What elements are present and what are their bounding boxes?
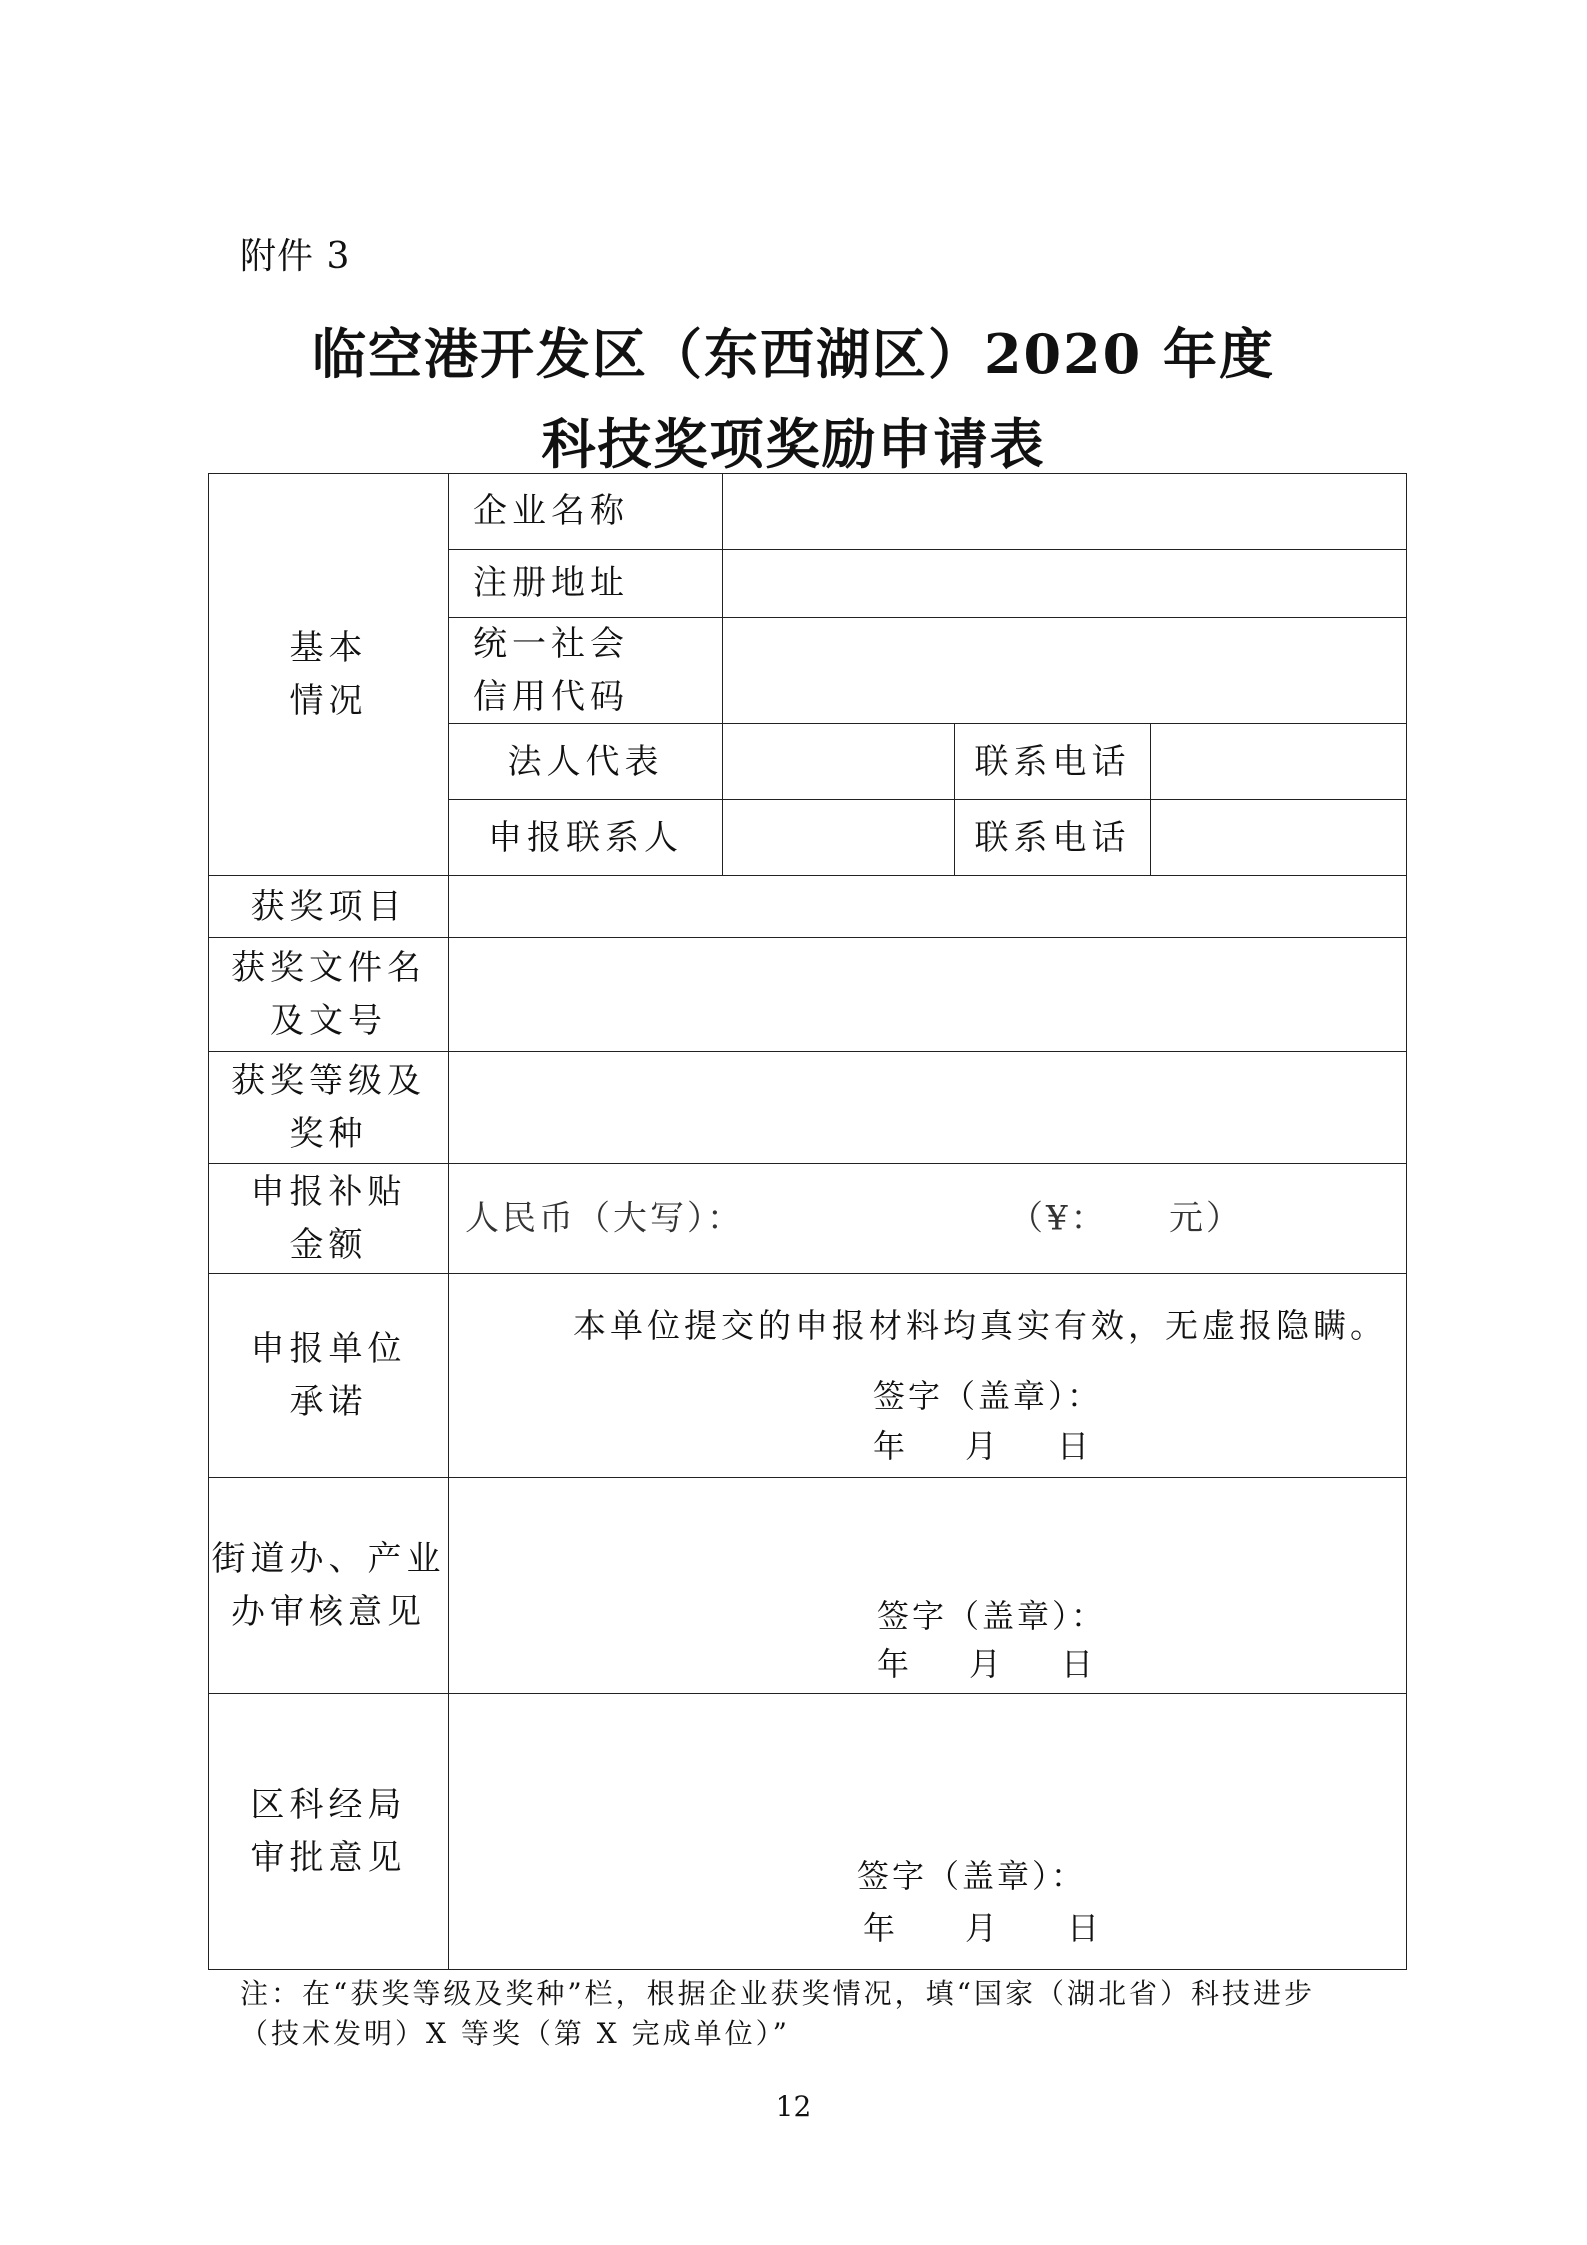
credit-code-field[interactable] bbox=[723, 618, 1407, 724]
award-level-field[interactable] bbox=[449, 1052, 1407, 1164]
attachment-label: 附件 3 bbox=[240, 236, 351, 277]
row-bureau-approval bbox=[209, 1694, 1407, 1970]
contact-person-label: 申报联系人 bbox=[449, 800, 723, 876]
basic-info-label bbox=[209, 474, 449, 876]
amount-rmb-label: 人民币（大写）： bbox=[465, 1198, 744, 1239]
award-doc-label-line2: 及文号 bbox=[270, 1000, 387, 1041]
credit-code-label bbox=[449, 618, 723, 724]
contact-person-field[interactable] bbox=[723, 800, 955, 876]
phone-field-2[interactable] bbox=[1151, 800, 1407, 876]
pledge-sign-label[interactable]: 签字（盖章）： bbox=[873, 1377, 1103, 1416]
legal-rep-label: 法人代表 bbox=[449, 724, 723, 800]
award-level-label-line2: 奖种 bbox=[289, 1113, 368, 1154]
company-name-field[interactable] bbox=[723, 474, 1407, 550]
award-level-label bbox=[209, 1052, 449, 1164]
credit-code-label-line2: 信用代码 bbox=[473, 676, 629, 717]
pledge-date-day: 日 bbox=[1057, 1427, 1090, 1466]
row-subsidy-amount bbox=[209, 1164, 1407, 1274]
pledge-label bbox=[209, 1274, 449, 1478]
bureau-date bbox=[863, 1904, 1099, 1954]
form-title-line2: 科技奖项奖励申请表 bbox=[541, 412, 1046, 476]
subsidy-amount-label-line1: 申报补贴 bbox=[250, 1172, 407, 1213]
bureau-approval-label bbox=[209, 1694, 449, 1970]
phone-field-1[interactable] bbox=[1151, 724, 1407, 800]
bureau-date-month: 月 bbox=[965, 1909, 998, 1948]
row-award-level bbox=[209, 1052, 1407, 1164]
award-level-label-line1: 获奖等级及 bbox=[231, 1061, 426, 1102]
pledge-label-line2: 承诺 bbox=[289, 1381, 368, 1422]
row-street-review bbox=[209, 1478, 1407, 1694]
street-date-year: 年 bbox=[877, 1645, 910, 1684]
credit-code-label-line1: 统一社会 bbox=[473, 624, 629, 664]
company-name-label: 企业名称 bbox=[449, 474, 723, 550]
footnote-line2: （技术发明）X 等奖（第 X 完成单位）” bbox=[240, 2017, 790, 2050]
award-doc-label bbox=[209, 938, 449, 1052]
street-review-label-line1: 街道办、产业 bbox=[211, 1539, 446, 1580]
subsidy-amount-label-line2: 金额 bbox=[289, 1224, 368, 1265]
award-project-field[interactable] bbox=[449, 876, 1407, 938]
pledge-label-line1: 申报单位 bbox=[250, 1329, 407, 1370]
pledge-statement: 本单位提交的申报材料均真实有效，无虚报隐瞒。 bbox=[573, 1306, 1387, 1346]
street-date bbox=[877, 1640, 1093, 1690]
bureau-approval-label-line2: 审批意见 bbox=[250, 1837, 407, 1878]
phone-label-1: 联系电话 bbox=[955, 724, 1151, 800]
award-project-label: 获奖项目 bbox=[209, 876, 449, 938]
street-review-label-line2: 办审核意见 bbox=[231, 1591, 426, 1632]
bureau-date-year: 年 bbox=[863, 1909, 896, 1948]
pledge-content bbox=[449, 1274, 1407, 1478]
row-pledge bbox=[209, 1274, 1407, 1478]
bureau-approval-content[interactable] bbox=[449, 1694, 1407, 1970]
page-number: 12 bbox=[775, 2090, 812, 2123]
footnote-line1: 注：在“获奖等级及奖种”栏，根据企业获奖情况，填“国家（湖北省）科技进步 bbox=[240, 1977, 1315, 2010]
registered-address-field[interactable] bbox=[723, 550, 1407, 618]
row-award-project bbox=[209, 876, 1407, 938]
form-title-line1: 临空港开发区（东西湖区）2020 年度 bbox=[311, 322, 1276, 386]
award-doc-field[interactable] bbox=[449, 938, 1407, 1052]
street-review-content[interactable] bbox=[449, 1478, 1407, 1694]
basic-info-label-line2: 情况 bbox=[289, 680, 368, 721]
bureau-date-day: 日 bbox=[1067, 1909, 1100, 1948]
bureau-approval-label-line1: 区科经局 bbox=[250, 1785, 407, 1826]
bureau-sign-label: 签字（盖章）： bbox=[857, 1857, 1087, 1896]
amount-unit-label: 元） bbox=[1169, 1198, 1243, 1239]
subsidy-amount-field[interactable] bbox=[449, 1164, 1407, 1274]
pledge-date-month: 月 bbox=[965, 1427, 998, 1466]
award-doc-label-line1: 获奖文件名 bbox=[231, 948, 426, 989]
basic-info-label-line1: 基本 bbox=[289, 628, 368, 668]
row-award-doc bbox=[209, 938, 1407, 1052]
legal-rep-field[interactable] bbox=[723, 724, 955, 800]
row-company-name bbox=[209, 474, 1407, 550]
application-form-table bbox=[208, 473, 1407, 1970]
pledge-date[interactable] bbox=[873, 1422, 1089, 1472]
street-review-label bbox=[209, 1478, 449, 1694]
pledge-date-year: 年 bbox=[873, 1427, 906, 1466]
street-date-day: 日 bbox=[1061, 1645, 1094, 1684]
subsidy-amount-label bbox=[209, 1164, 449, 1274]
amount-yen-label: （¥： bbox=[1009, 1198, 1108, 1239]
phone-label-2: 联系电话 bbox=[955, 800, 1151, 876]
street-date-month: 月 bbox=[969, 1645, 1002, 1684]
street-sign-label: 签字（盖章）： bbox=[877, 1597, 1107, 1636]
registered-address-label: 注册地址 bbox=[449, 550, 723, 618]
